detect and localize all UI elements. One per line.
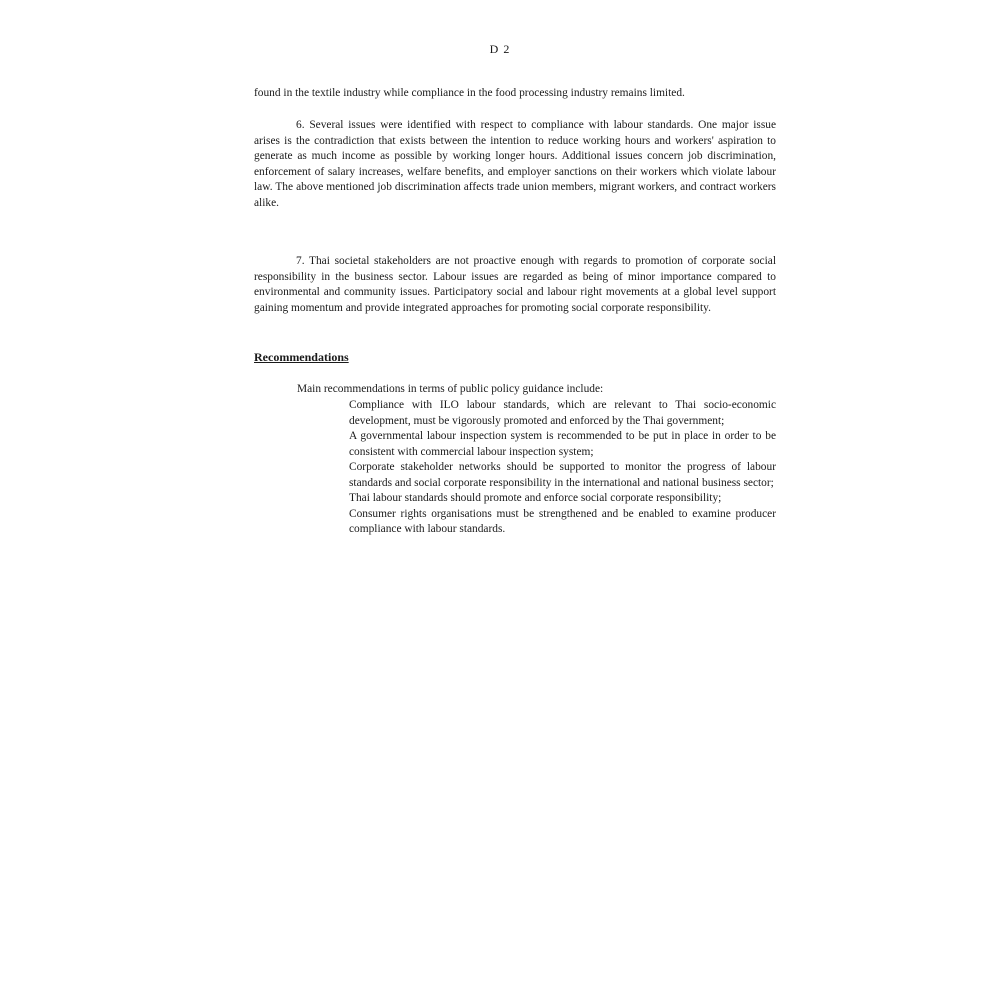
recommendation-item: Compliance with ILO labour standards, which are relevant to Thai socio-economic development, must be vigorously promoted and enforced by the Thai government;	[349, 399, 776, 427]
paragraph-7: 7. Thai societal stakeholders are not proactive enough with regards to promotion of corporate social responsibility in the business sector. Labour issues are regarded as being of minor importance compared to environmental and community issues. Participatory social and labour right movements at a global level support gaining momentum and provide integrated approaches for promoting social corporate responsibility.	[254, 255, 776, 314]
recommendation-item: Consumer rights organisations must be strengthened and be enabled to examine producer compliance with labour standards.	[349, 507, 776, 535]
page-number: D 2	[489, 42, 511, 56]
recommendation-item: Corporate stakeholder networks should be supported to monitor the progress of labour standards and social corporate responsibility in the international and national business sector;	[349, 461, 776, 489]
recommendation-item: Thai labour standards should promote and enforce social corporate responsibility;	[349, 492, 722, 504]
recommendations-heading: Recommendations	[254, 350, 349, 364]
recommendations-intro: Main recommendations in terms of public policy guidance include:	[297, 383, 604, 395]
recommendation-item: A governmental labour inspection system is recommended to be put in place in order to be consistent with commercial labour inspection system;	[349, 430, 776, 458]
continued-paragraph: found in the textile industry while compliance in the food processing industry remains limited.	[254, 87, 685, 99]
recommendations-list	[349, 398, 776, 538]
paragraph-6: 6. Several issues were identified with respect to compliance with labour standards. One major issue arises is the contradiction that exists between the intention to reduce working hours and workers' aspiration to generate as much income as possible by working longer hours. Additional issues concern job discrimination, enforcement of salary increases, welfare benefits, and employer sanctions on their workers which violate labour law. The above mentioned job discrimination affects trade union members, migrant workers, and contract workers alike.	[254, 119, 776, 209]
